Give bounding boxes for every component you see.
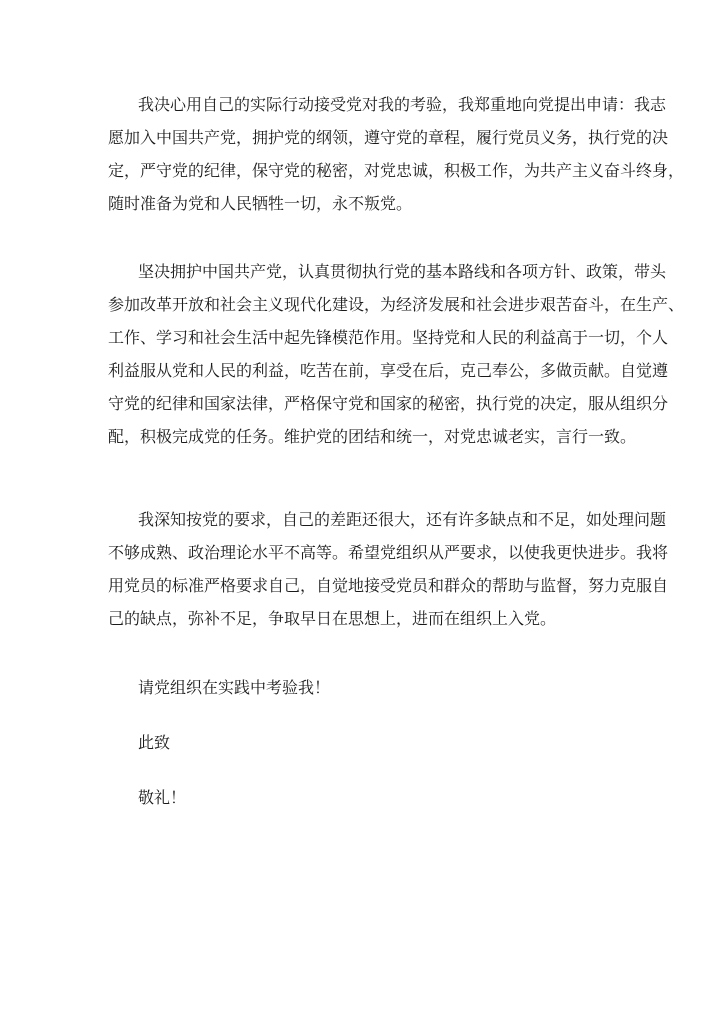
text-line: 坚决拥护中国共产党，认真贯彻执行党的基本路线和各项方针、政策，带头 [138,262,667,281]
text-line: 愿加入中国共产党，拥护党的纲领，遵守党的章程，履行党员义务，执行党的决 [108,128,669,147]
text-line: 定，严守党的纪律，保守党的秘密，对党忠诚，积极工作，为共产主义奋斗终身， [108,161,685,180]
text-line: 己的缺点，弥补不足，争取早日在思想上，进而在组织上入党。 [108,609,557,628]
closing-request: 请党组织在实践中考验我！ [138,678,331,697]
text-line: 参加改革开放和社会主义现代化建设，为经济发展和社会进步艰苦奋斗，在生产、 [108,295,685,314]
text-line: 配，积极完成党的任务。维护党的团结和统一，对党忠诚老实，言行一致。 [108,427,637,446]
closing-salutation: 此致 [138,733,171,752]
text-line: 用党员的标准严格要求自己，自觉地接受党员和群众的帮助与监督，努力克服自 [108,576,669,595]
text-line: 利益服从党和人民的利益，吃苦在前，享受在后，克己奉公，多做贡献。自觉遵 [108,361,669,380]
text-line: 我深知按党的要求，自己的差距还很大，还有许多缺点和不足，如处理问题 [138,510,667,529]
text-line: 守党的纪律和国家法律，严格保守党和国家的秘密，执行党的决定，服从组织分 [108,394,669,413]
text-line: 随时准备为党和人民牺牲一切，永不叛党。 [108,194,413,213]
text-line: 不够成熟、政治理论水平不高等。希望党组织从严要求，以使我更快进步。我将 [108,543,669,562]
text-line: 我决心用自己的实际行动接受党对我的考验，我郑重地向党提出申请：我志 [138,95,667,114]
closing-respect: 敬礼！ [138,788,187,807]
text-line: 工作、学习和社会生活中起先锋模范作用。坚持党和人民的利益高于一切，个人 [108,328,669,347]
